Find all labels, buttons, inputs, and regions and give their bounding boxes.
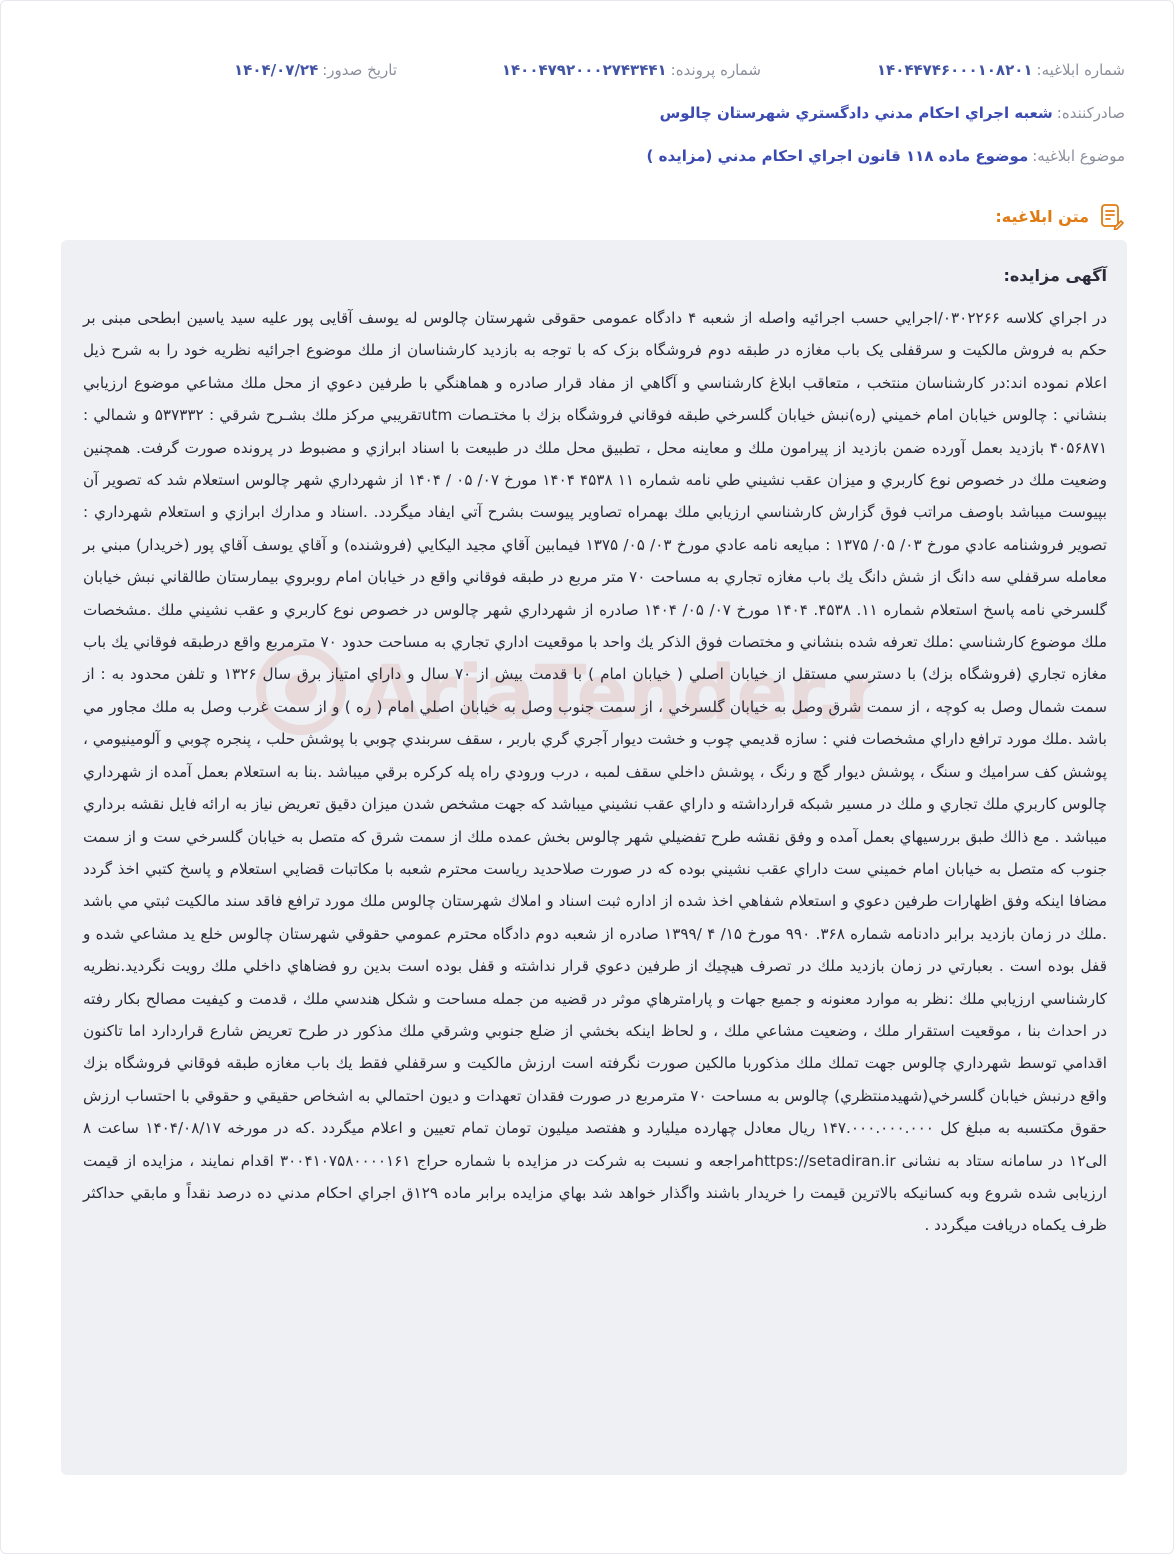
issue-date-label: تاريخ صدور: bbox=[322, 61, 397, 79]
meta-row-numbers bbox=[49, 58, 1125, 82]
issue-date bbox=[234, 61, 397, 79]
issuer-value: شعبه اجراي احكام مدني دادگستري شهرستان چالوس bbox=[659, 104, 1053, 122]
file-number-value: ۱۴۰۰۴۷۹۲۰۰۰۲۷۴۳۴۴۱ bbox=[501, 61, 667, 79]
subject-label: موضوع ابلاغيه: bbox=[1032, 147, 1125, 165]
meta-row-issuer bbox=[49, 100, 1125, 126]
issue-number-value: ۱۴۰۴۴۷۴۶۰۰۰۱۰۸۲۰۱ bbox=[876, 61, 1033, 79]
file-number bbox=[502, 61, 761, 79]
watermark-text: AriaTender.n bbox=[361, 648, 871, 737]
notice-body-box bbox=[61, 240, 1127, 1475]
file-number-label: شماره پرونده: bbox=[670, 61, 761, 79]
notice-heading: آگهی مزایده: bbox=[1003, 266, 1107, 285]
meta-row-subject bbox=[49, 143, 1125, 169]
notice-text-title bbox=[995, 201, 1125, 231]
document-icon bbox=[1097, 202, 1125, 230]
notice-body-text: در اجراي كلاسه ۰۳۰۲۲۶۶/اجرايي حسب اجرائيه واصله از شعبه ۴ دادگاه عمومی حقوقی شهرستان چالوس له یوسف آقایی پور علیه سید یاسین ابطحی مبنی بر حکم به فروش مالکیت و سرقفلی یک باب مغازه در طبقه دوم فروشگاه بزک که با توجه به بازديد كارشناسان از ملك موضوع اجرائيه نظريه خود را به شرح ذيل اعلام نموده اند:در كارشناسان منتخب ، متعاقب ابلاغ كارشناسي و آگاهي از مفاد قرار صادره و هماهنگي با طرفين دعوي از محل ملك مشاعي موضوع ارزيابي بنشاني : چالوس خيابان امام خميني (ره)نبش خيابان گلسرخي طبقه فوقاني فروشگاه بزك با مختـصات utmتقريبي مركز ملك بشـرح شرقي : ۵۳۷۳۳۲ و شمالي : ۴۰۵۶۸۷۱ بازديد بعمل آورده ضمن بازديد از پيرامون ملك و معاينه محل ، تطبيق محل ملك در طبيعت با اسناد ابرازي و مضبوط در پرونده صورت گرفت. همچنين وضعيت ملك در خصوص نوع كاربري و ميزان عقب نشيني طي نامه شماره ۱۱ ۴۵۳۸ ۱۴۰۴ مورخ ۰۷/ ۰۵ / ۱۴۰۴ از شهرداري شهر چالوس استعلام شد كه تصوير آن بپيوست ميباشد باوصف مراتب فوق گزارش كارشناسي ارزيابي ملك بهمراه تصاوير پيوست بشرح آتي ايفاد ميگردد. .اسناد و مدارك ابرازي و استعلام شهرداري : تصوير فروشنامه عادي مورخ ۰۳/ ۰۵/ ۱۳۷۵ : مبايعه نامه عادي مورخ ۰۳/ ۰۵/ ۱۳۷۵ فيمابين آقاي مجيد اليكايي (فروشنده) و آقاي يوسف آقاي پور (خريدار) مبني بر معامله سرقفلي سه دانگ از شش دانگ يك باب مغازه تجاري به مساحت ۷۰ متر مربع در طبقه فوقاني واقع در خيابان امام روبروي بيمارستان طالقاني نبش خيابان گلسرخي نامه پاسخ استعلام شماره ۱۱. ۴۵۳۸. ۱۴۰۴ مورخ ۰۷/ ۰۵/ ۱۴۰۴ صادره از شهرداري شهر چالوس در خصوص نوع كاربري و عقب نشيني ملك .مشخصات ملك موضوع كارشناسي :ملك تعرفه شده بنشاني و مختصات فوق الذكر يك واحد با موقعيت اداري تجاري به مساحت حدود ۷۰ مترمربع واقع درطبقه فوقاني يك باب مغازه تجاري (فروشگاه بزك) با دسترسي مستقل از خيابان اصلي ( خيابان امام ) با قدمت بيش از ۷۰ سال و داراي امتياز برق سال ۱۳۲۶ و تلفن محدود به : از سمت شمال وصل به كوچه ، از سمت شرق وصل به خيابان گلسرخي ، از سمت جنوب وصل به خيابان اصلي امام ( ره ) و از سمت غرب وصل به ملك مجاور مي باشد .ملك مورد ترافع داراي مشخصات فني : سازه قديمي چوب و خشت ديوار آجري گري باربر ، سقف سربندي چوبي با پوشش حلب ، پنجره چوبي و آلومينيومي ، پوشش كف سراميك و سنگ ، پوشش ديوار گچ و رنگ ، پوشش داخلي سقف لمبه ، درب ورودي راه پله كركره برقي ميباشد .بنا به استعلام بعمل آمده از شهرداري چالوس كاربري ملك تجاري و ملك در مسير شبكه قرارداشته و داراي عقب نشيني ميباشد كه جهت مشخص شدن ميزان دقيق تعريض نياز به ارائه فايل نقشه برداري ميباشد . مع ذالك طبق بررسيهاي بعمل آمده و وفق نقشه طرح تفضيلي شهر چالوس بخش عمده ملك از سمت شرق كه متصل به خيابان گلسرخي ست و از سمت جنوب كه متصل به خيابان امام خميني ست داراي عقب نشيني بوده كه در صورت صلاحديد رياست محترم شعبه با مكاتبات قضايي استعلام و پاسخ كتبي اخذ گردد مضافا اينكه وفق اظهارات طرفين دعوي و استعلام شفاهي اخذ شده از اداره ثبت اسناد و املاك شهرستان چالوس ملك مورد ترافع فاقد سند مالكيت ثبتي مي باشد .ملك در زمان بازديد برابر دادنامه شماره ۳۶۸. ۹۹۰ مورخ ۱۵/ ۴ /۱۳۹۹ صادره از شعبه دوم دادگاه محترم عمومي حقوقي شهرستان چالوس خلع يد مشاعي شده و قفل بوده است . بعبارتي در زمان بازديد ملك در تصرف هيچيك از طرفين دعوي قرار نداشته و قفل بوده است بدين رو فضاهاي داخلي ملك رويت نگرديد.نظريه كارشناسي ارزيابي ملك :نظر به موارد معنونه و جميع جهات و پارامترهاي موثر در قضيه من جمله مساحت و شكل هندسي ملك ، قدمت و كيفيت مصالح بكار رفته در احداث بنا ، موقعيت استقرار ملك ، وضعيت مشاعي ملك ، و لحاظ اينكه بخشي از ضلع جنوبي وشرقي ملك مذكور در طرح تعريض شارع قراردارد اما تاكنون اقدامي توسط شهرداري چالوس جهت تملك ملك مذكوربا مالكين صورت نگرفته است ارزش مالكيت و سرقفلي فقط يك باب مغازه طبقه فوقاني فروشگاه بزك واقع درنبش خيابان گلسرخي(شهيدمنتظري) چالوس به مساحت ۷۰ مترمربع در صورت فقدان تعهدات و ديون احتمالي به اشخاص حقيقي و حقوقي با احتساب ارزش حقوق مكتسبه به مبلغ كل ۱۴۷.۰۰۰.۰۰۰.۰۰۰ ريال معادل چهارده ميليارد و هفتصد ميليون تومان تمام تعيين و اعلام ميگردد .كه در مورخه ۱۴۰۴/۰۸/۱۷ ساعت ۸ الی۱۲ در سامانه ستاد به نشانی https://setadiran.irمراجعه و نسبت به شرکت در مزایده با شماره حراج ۳۰۰۴۱۰۷۵۸۰۰۰۰۱۶۱ اقدام نمایند ، مزایده از قیمت ارزیابی شده شروع وبه کسانیکه بالاترین قیمت را خریدار باشند واگذار خواهد شد بهاي مزايده برابر ماده ۱۲۹ق اجراي احكام مدني ده درصد نقداً و مابقي حداكثر ظرف يكماه دريافت ميگردد . bbox=[83, 309, 1108, 1235]
issue-date-value: ۱۴۰۴/۰۷/۲۴ bbox=[234, 61, 319, 79]
issue-number bbox=[877, 61, 1125, 79]
issue-number-label: شماره ابلاغيه: bbox=[1036, 61, 1125, 79]
notice-text-title-label: متن ابلاغيه: bbox=[995, 206, 1089, 226]
subject-value: موضوع ماده ۱۱۸ قانون اجراي احكام مدني (مزايده ) bbox=[646, 147, 1029, 165]
issuer-label: صادركننده: bbox=[1056, 104, 1125, 122]
